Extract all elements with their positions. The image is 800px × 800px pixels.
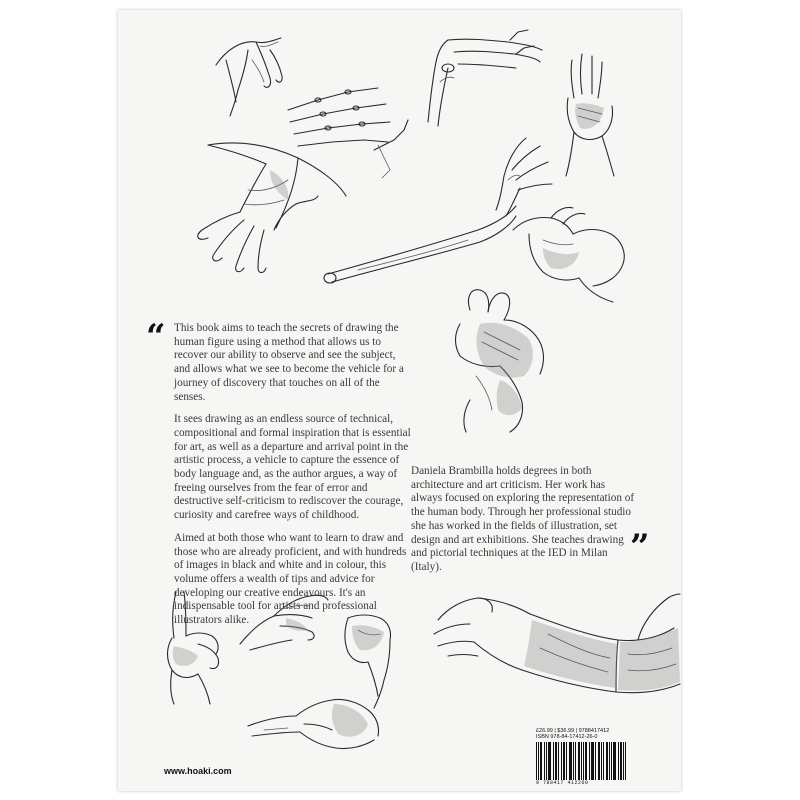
arm-with-sleeve-sketch bbox=[428, 584, 681, 724]
isbn-text: ISBN 978-84-17412-26-0 bbox=[536, 734, 598, 740]
book-back-cover bbox=[118, 10, 681, 791]
main-paragraph-3: Aimed at both those who want to learn to draw and those who are already proficient, and with hundreds of images in black and white and in colour, this volume offers a wealth of tips and advice for developing our creative endeavours. It's an indispensable tool for artists and professional illustrators alike. bbox=[174, 531, 407, 627]
barcode-area bbox=[536, 728, 654, 786]
hand-pointing-right-sketch bbox=[230, 584, 330, 654]
price-line: £26.99 | $36.99 | 9788417412 bbox=[536, 728, 610, 734]
finger-pointing-up-sketch bbox=[158, 588, 228, 708]
barcode-digits: 9 788417 412260 bbox=[536, 780, 589, 786]
reaching-hand-sketch bbox=[244, 686, 384, 756]
raised-hand-sketch bbox=[558, 48, 628, 178]
shaded-curled-hand-sketch bbox=[440, 280, 560, 440]
hand-wrist-bones-sketch bbox=[418, 22, 548, 132]
barcode bbox=[536, 742, 654, 780]
main-paragraph-2: It sees drawing as an endless source of technical, compositional and formal inspiration that is essential for art, as well as a departure and arrival point in the artistic process, a vehicle to capture the essence of body language and, as the author argues, a way of freeing ourselves from the fear of error and destructive self-criticism to rediscover the courage, curiosity and carefree ways of childhood. bbox=[174, 413, 411, 522]
main-paragraph-1: This book aims to teach the secrets of drawing the human figure using a method that allows us to recover our ability to observe and see the subject, and allows what we see to become the vehicle for a journey of discovery that touches on all of the senses. bbox=[174, 322, 404, 403]
close-quote-mark: ” bbox=[630, 527, 650, 567]
open-quote-mark: “ bbox=[146, 317, 166, 357]
author-bio: Daniela Brambilla holds degrees in both architecture and art criticism. Her work has always focused on exploring the representation of the human body. Through her professional studio she has worked in the fields of illustration, set design and art exhibitions. She teaches drawing and pictorial techniques at the IED in Milan (Italy). bbox=[411, 465, 635, 573]
publisher-website: www.hoaki.com bbox=[164, 766, 232, 776]
